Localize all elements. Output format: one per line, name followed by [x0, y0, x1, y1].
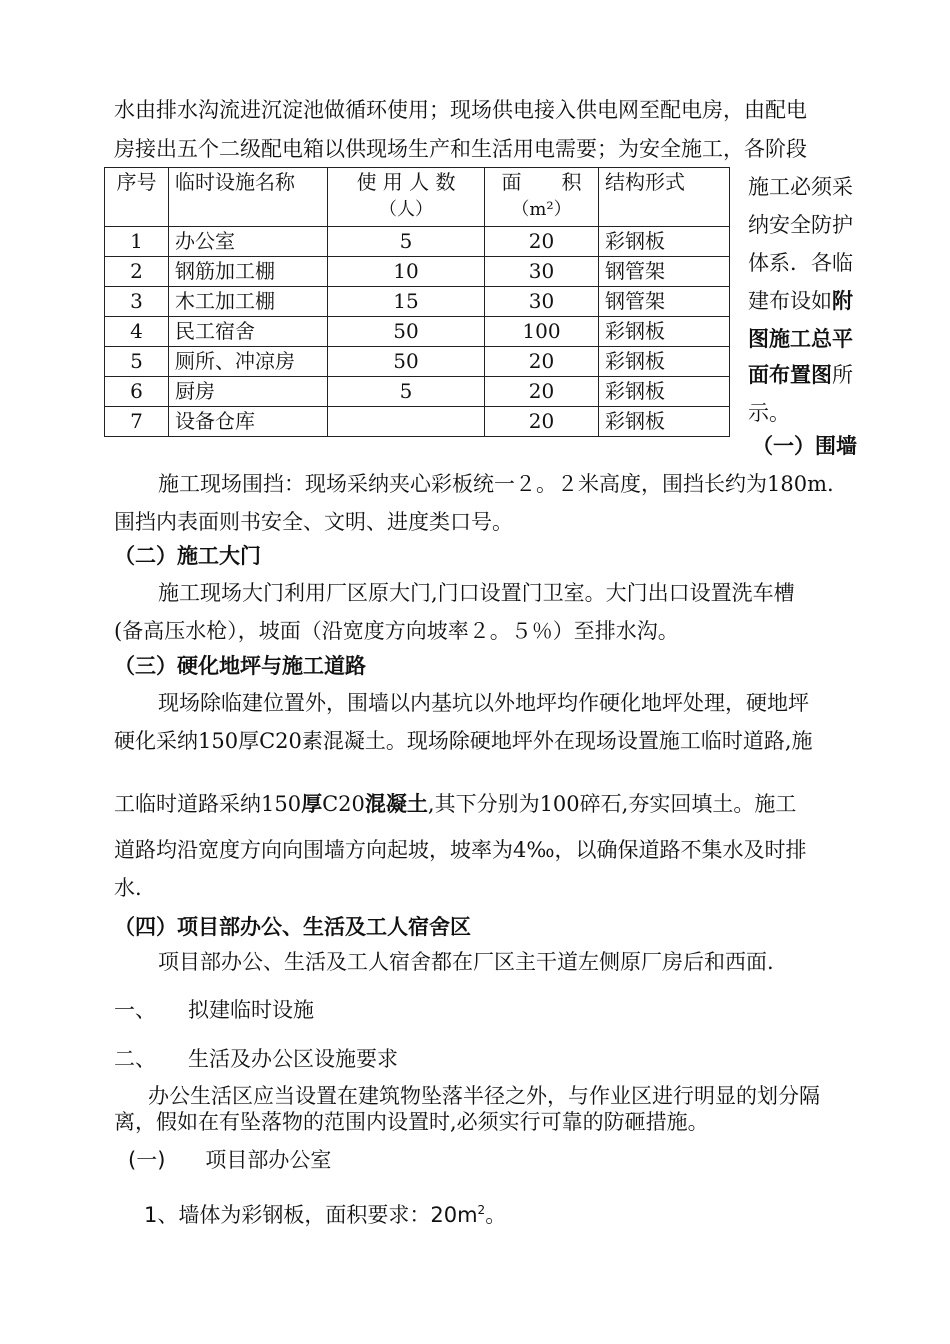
- cell-area: 100: [485, 317, 599, 347]
- table-row: [105, 377, 730, 407]
- header-people-label: 使 用 人 数: [356, 170, 456, 194]
- header-people: [328, 168, 485, 227]
- side-text-line-4: [748, 282, 853, 320]
- table-row: [105, 257, 730, 287]
- cell-name: 设备仓库: [169, 407, 328, 437]
- cell-people: [328, 407, 485, 437]
- cell-name: 厨房: [169, 377, 328, 407]
- cell-name: 民工宿舍: [169, 317, 328, 347]
- sec3-p3-d: 混凝土: [364, 792, 428, 816]
- cell-area: 20: [485, 347, 599, 377]
- living-para-line-2: 离，假如在有坠落物的范围内设置时,必须实行可靠的防砸措施。: [114, 1110, 709, 1134]
- cell-name: 木工加工棚: [169, 287, 328, 317]
- sec2-para-line-1: 施工现场大门利用厂区原大门,门口设置门卫室。大门出口设置洗车槽: [158, 581, 795, 605]
- header-people-unit: （人）: [379, 199, 433, 220]
- cell-area: 20: [485, 227, 599, 257]
- office-item-1-superscript: 2: [477, 1203, 486, 1217]
- table-row: [105, 347, 730, 377]
- sec3-para-line-2: 硬化采纳150厚C20素混凝土。现场除硬地坪外在现场设置施工临时道路,施: [114, 729, 813, 753]
- sec3-p3-b: 厚: [301, 792, 323, 816]
- sec3-p3-e: ,其下分别为100碎石,夯实回填土。施工: [427, 792, 797, 816]
- cell-people: 10: [328, 257, 485, 287]
- office-heading-label: 项目部办公室: [205, 1148, 332, 1172]
- sec3-para-line-4: 道路均沿宽度方向向围墙方向起坡，坡率为4‰，以确保道路不集水及时排: [114, 838, 807, 862]
- side-text-line-7: 示。: [748, 401, 790, 425]
- section-heading-wall: （一）围墙: [752, 434, 857, 458]
- cell-structure: 彩钢板: [599, 377, 730, 407]
- cell-no: 3: [105, 287, 169, 317]
- intro-line-1: 水由排水沟流进沉淀池做循环使用；现场供电接入供电网至配电房，由配电: [114, 98, 807, 122]
- cell-structure: 钢管架: [599, 257, 730, 287]
- office-item-1-text: 1、墙体为彩钢板，面积要求：20m: [144, 1203, 478, 1227]
- office-item-1-end: 。: [485, 1203, 507, 1227]
- cell-no: 1: [105, 227, 169, 257]
- sec3-p3-c: C20: [322, 792, 365, 816]
- header-area-unit: （m²）: [511, 199, 572, 220]
- cell-name: 办公室: [169, 227, 328, 257]
- outline-item-1-number: 一、: [114, 998, 156, 1022]
- outline-item-1-label: 拟建临时设施: [188, 998, 314, 1022]
- side-text-line-2: 纳安全防护: [748, 213, 853, 237]
- office-heading-number: (一): [128, 1148, 166, 1172]
- sec2-para-line-2: (备高压水枪），坡面（沿宽度方向坡率２。５％）至排水沟。: [114, 619, 679, 643]
- side-text-6-plain: 所: [832, 363, 853, 387]
- outline-item-1: [114, 995, 314, 1025]
- sec3-p3-a: 工临时道路采纳150: [114, 792, 302, 816]
- cell-structure: 彩钢板: [599, 317, 730, 347]
- side-text-4-plain: 建布设如: [748, 289, 832, 313]
- cell-people: 5: [328, 377, 485, 407]
- section-heading-ground-road: （三）硬化地坪与施工道路: [114, 654, 366, 678]
- cell-area: 20: [485, 407, 599, 437]
- sec4-para-line-1: 项目部办公、生活及工人宿舍都在厂区主干道左侧原厂房后和西面.: [158, 950, 774, 974]
- cell-no: 6: [105, 377, 169, 407]
- office-heading: [128, 1145, 331, 1175]
- cell-structure: 彩钢板: [599, 407, 730, 437]
- side-text-line-3: 体系．各临: [748, 251, 853, 275]
- cell-no: 4: [105, 317, 169, 347]
- office-item-1: [144, 1195, 506, 1230]
- side-text-6-bold: 面布置图: [748, 363, 832, 387]
- cell-structure: 彩钢板: [599, 347, 730, 377]
- outline-item-2-number: 二、: [114, 1047, 156, 1071]
- cell-no: 5: [105, 347, 169, 377]
- outline-item-2: [114, 1044, 398, 1074]
- sec3-para-line-5: 水.: [114, 876, 142, 900]
- living-para-line-1: 办公生活区应当设置在建筑物坠落半径之外，与作业区进行明显的划分隔: [148, 1084, 820, 1108]
- header-area-label: 面 积: [501, 170, 582, 194]
- cell-no: 7: [105, 407, 169, 437]
- sec1-para-line-2: 围挡内表面则书安全、文明、进度类口号。: [114, 510, 513, 534]
- cell-name: 厕所、冲凉房: [169, 347, 328, 377]
- header-no: 序号: [105, 168, 169, 227]
- cell-people: 5: [328, 227, 485, 257]
- cell-people: 50: [328, 317, 485, 347]
- table-row: [105, 317, 730, 347]
- sec1-para-line-1: 施工现场围挡：现场采纳夹心彩板统一２。２米高度，围挡长约为180m.: [158, 472, 834, 496]
- side-text-4-bold: 附: [832, 289, 853, 313]
- header-structure: 结构形式: [599, 168, 730, 227]
- cell-area: 20: [485, 377, 599, 407]
- sec3-para-line-1: 现场除临建位置外，围墙以内基坑以外地坪均作硬化地坪处理，硬地坪: [158, 691, 809, 715]
- cell-no: 2: [105, 257, 169, 287]
- table-row: [105, 287, 730, 317]
- cell-area: 30: [485, 287, 599, 317]
- section-heading-office-dorm: （四）项目部办公、生活及工人宿舍区: [114, 915, 471, 939]
- temporary-facilities-table: [104, 167, 730, 437]
- side-text-line-5: 图施工总平: [748, 327, 853, 351]
- table-row: [105, 407, 730, 437]
- header-name: 临时设施名称: [169, 168, 328, 227]
- table-header-row: [105, 168, 730, 227]
- header-area: [485, 168, 599, 227]
- cell-name: 钢筋加工棚: [169, 257, 328, 287]
- outline-item-2-label: 生活及办公区设施要求: [188, 1047, 398, 1071]
- cell-structure: 彩钢板: [599, 227, 730, 257]
- cell-people: 15: [328, 287, 485, 317]
- cell-people: 50: [328, 347, 485, 377]
- intro-line-2: 房接出五个二级配电箱以供现场生产和生活用电需要；为安全施工，各阶段: [114, 137, 807, 161]
- sec3-para-line-3: [114, 789, 796, 819]
- cell-structure: 钢管架: [599, 287, 730, 317]
- side-text-line-1: 施工必须采: [748, 175, 853, 199]
- section-heading-gate: （二）施工大门: [114, 544, 261, 568]
- side-text-line-6: [748, 356, 853, 394]
- table-row: [105, 227, 730, 257]
- cell-area: 30: [485, 257, 599, 287]
